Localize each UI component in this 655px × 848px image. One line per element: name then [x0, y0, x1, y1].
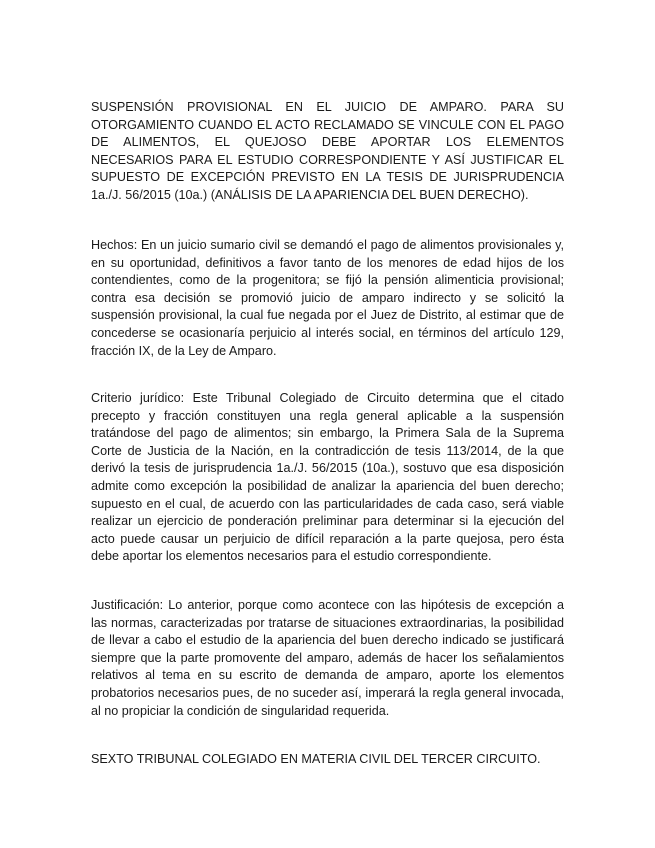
facts-paragraph: Hechos: En un juicio sumario civil se demandó el pago de alimentos provisionales y, en su oportunidad, definitivos a favor tanto de los menores de edad hijos de los contendientes, como de la progenitora; se fijó la pensión alimenticia provisional; contra esa decisión se promovió juicio de amparo indirecto y se solicitó la suspensión provisional, la cual fue negada por el Juez de Distrito, al estimar que de concederse se ocasionaría perjuicio al interés social, en términos del artículo 129, fracción IX, de la Ley de Amparo. [91, 238, 564, 358]
justification-paragraph: Justificación: Lo anterior, porque como acontece con las hipótesis de excepción a las normas, caracterizadas por tratarse de situaciones extraordinarias, la posibilidad de llevar a cabo el estudio de la apariencia del buen derecho indicado se justificará siempre que la parte promovente del amparo, además de hacer los señalamientos relativos al tema en su escrito de demanda de amparo, aporte los elementos probatorios necesarios pues, de no suceder así, imperará la regla general invocada, al no propiciar la condición de singularidad requerida. [91, 598, 564, 718]
court-name: SEXTO TRIBUNAL COLEGIADO EN MATERIA CIVIL DEL TERCER CIRCUITO. [91, 752, 541, 766]
legal-criterion-paragraph: Criterio jurídico: Este Tribunal Colegiado de Circuito determina que el citado precepto y fracción constituyen una regla general aplicable a la suspensión tratándose del pago de alimentos; sin embargo, la Primera Sala de la Suprema Corte de Justicia de la Nación, en la contradicción de tesis 113/2014, de la que derivó la tesis de jurisprudencia 1a./J. 56/2015 (10a.), sostuvo que esa disposición admite como excepción la posibilidad de analizar la apariencia del buen derecho; supuesto en el cual, de acuerdo con las particularidades de cada caso, será viable realizar un ejercicio de ponderación preliminar para determinar si la ejecución del acto puede causar un perjuicio de difícil reparación a la parte quejosa, pero ésta debe aportar los elementos necesarios para el estudio correspondiente. [91, 391, 564, 564]
thesis-title: SUSPENSIÓN PROVISIONAL EN EL JUICIO DE AMPARO. PARA SU OTORGAMIENTO CUANDO EL ACTO RECLAMADO SE VINCULE CON EL PAGO DE ALIMENTOS, EL QUEJOSO DEBE APORTAR LOS ELEMENTOS NECESARIOS PARA EL ESTUDIO CORRESPONDIENTE Y ASÍ JUSTIFICAR EL SUPUESTO DE EXCEPCIÓN PREVISTO EN LA TESIS DE JURISPRUDENCIA 1a./J. 56/2015 (10a.) (ANÁLISIS DE LA APARIENCIA DEL BUEN DERECHO). [91, 100, 564, 202]
